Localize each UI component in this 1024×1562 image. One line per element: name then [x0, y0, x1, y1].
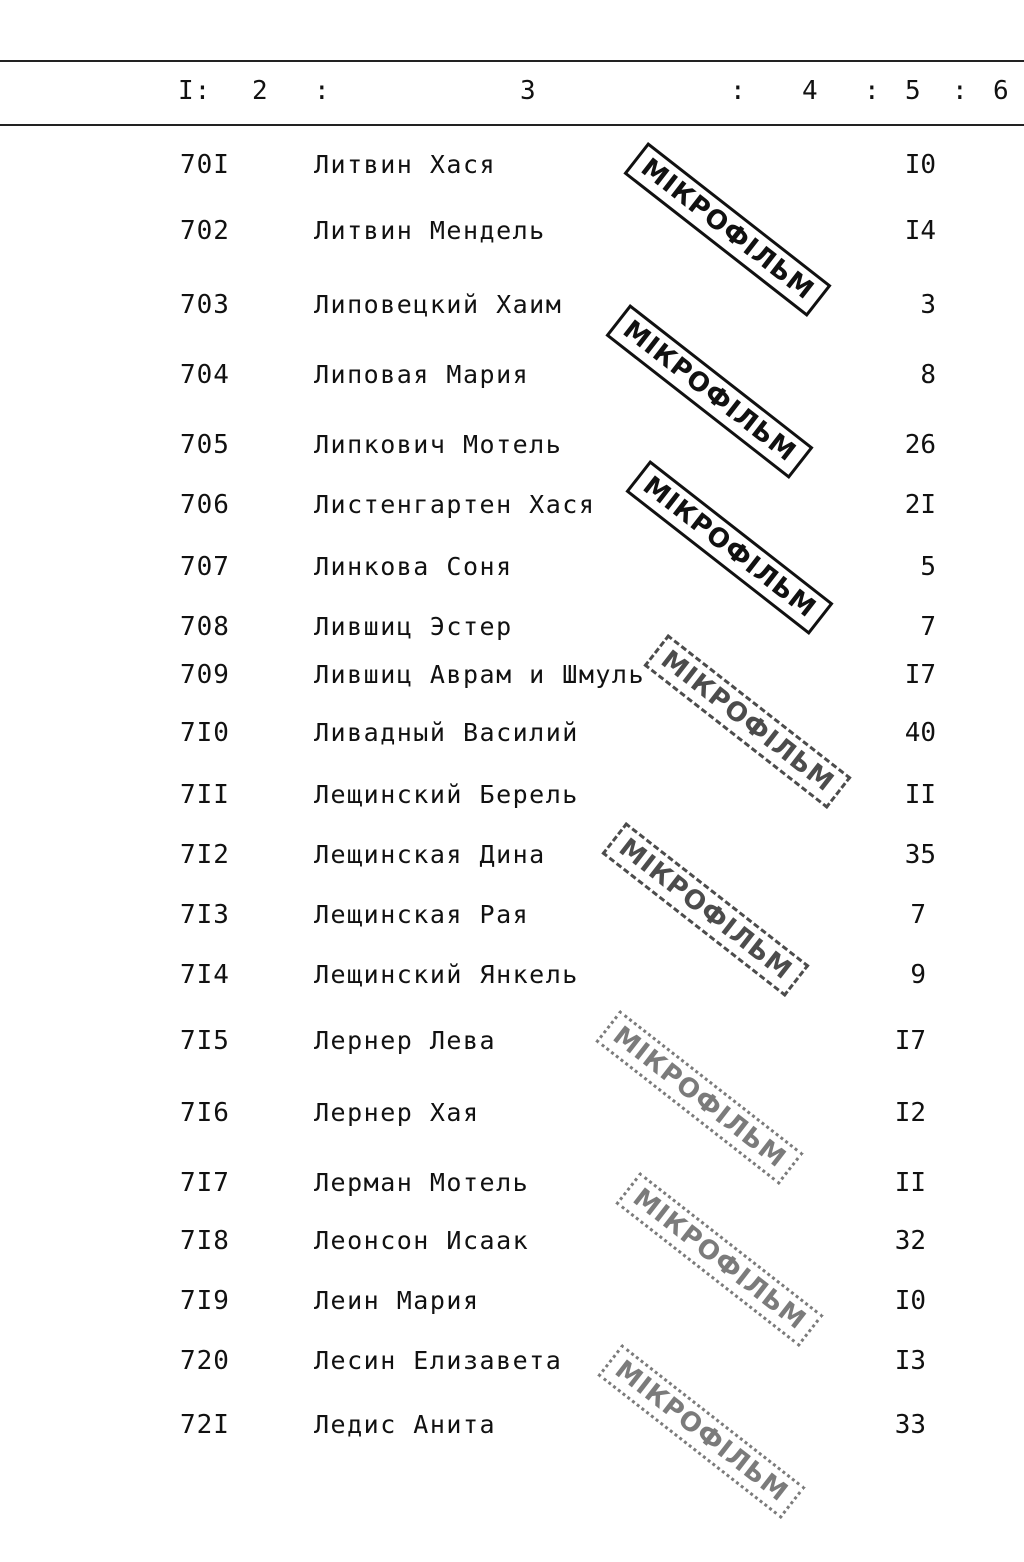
entry-name: Лещинская Дина	[314, 840, 546, 869]
entry-number: 707	[180, 552, 230, 582]
entry-number: 7I5	[180, 1026, 230, 1056]
list-item	[0, 430, 1024, 466]
entry-number: 704	[180, 360, 230, 390]
entry-name: Ледис Анита	[314, 1410, 497, 1439]
entry-number: 706	[180, 490, 230, 520]
entry-count: 2I	[904, 490, 936, 520]
microfilm-stamp: МІКРОФІЛЬМ	[625, 460, 833, 635]
entry-number: 708	[180, 612, 230, 642]
entry-count: 26	[904, 430, 936, 460]
list-item	[0, 216, 1024, 252]
header-col-4: 4	[802, 76, 819, 106]
microfilm-stamp: МІКРОФІЛЬМ	[643, 634, 851, 809]
entry-number: 703	[180, 290, 230, 320]
entry-number: 7I7	[180, 1168, 230, 1198]
list-item	[0, 840, 1024, 876]
entry-count: 33	[894, 1410, 926, 1440]
list-item	[0, 1286, 1024, 1322]
entry-count: I2	[894, 1098, 926, 1128]
microfilm-stamp: МІКРОФІЛЬМ	[605, 304, 813, 479]
entry-name: Лернер Лева	[314, 1026, 497, 1055]
entry-number: 705	[180, 430, 230, 460]
entry-number: 7I9	[180, 1286, 230, 1316]
list-item	[0, 150, 1024, 186]
entry-name: Лившиц Аврам и Шмуль	[314, 660, 646, 689]
entry-name: Липовецкий Хаим	[314, 290, 563, 319]
list-item	[0, 1346, 1024, 1382]
entry-name: Линкова Соня	[314, 552, 513, 581]
entry-name: Липовая Мария	[314, 360, 530, 389]
entry-name: Лещинская Рая	[314, 900, 530, 929]
header-col-6: 6	[993, 76, 1010, 106]
list-item	[0, 552, 1024, 588]
microfilm-stamp: МІКРОФІЛЬМ	[601, 822, 809, 997]
entry-name: Лесин Елизавета	[314, 1346, 563, 1375]
entry-name: Литвин Мендель	[314, 216, 546, 245]
header-col-5: 5	[905, 76, 922, 106]
entry-count: 3	[920, 290, 936, 320]
entry-name: Лившиц Эстер	[314, 612, 513, 641]
entry-number: 7I2	[180, 840, 230, 870]
header-top-rule	[0, 60, 1024, 62]
entry-number: 709	[180, 660, 230, 690]
entry-name: Леонсон Исаак	[314, 1226, 530, 1255]
entry-number: 7I0	[180, 718, 230, 748]
microfilm-stamp: МІКРОФІЛЬМ	[597, 1344, 805, 1519]
header-separator: :	[864, 76, 881, 106]
entry-count: I0	[904, 150, 936, 180]
list-item	[0, 1026, 1024, 1062]
list-item	[0, 660, 1024, 696]
entry-count: I7	[904, 660, 936, 690]
entry-number: 7I6	[180, 1098, 230, 1128]
entry-name: Липкович Мотель	[314, 430, 563, 459]
list-item	[0, 612, 1024, 648]
entry-name: Лерман Мотель	[314, 1168, 530, 1197]
entry-count: I4	[904, 216, 936, 246]
microfilm-stamp: МІКРОФІЛЬМ	[615, 1172, 823, 1347]
header-separator: :	[730, 76, 747, 106]
entry-number: 702	[180, 216, 230, 246]
entry-number: 720	[180, 1346, 230, 1376]
header-col-1: I:	[178, 76, 212, 106]
entry-count: I7	[894, 1026, 926, 1056]
header-col-2: 2	[252, 76, 269, 106]
list-item	[0, 780, 1024, 816]
list-item	[0, 718, 1024, 754]
header-bottom-rule	[0, 124, 1024, 126]
list-item	[0, 900, 1024, 936]
microfilm-stamp: МІКРОФІЛЬМ	[623, 142, 831, 317]
microfilm-stamp: МІКРОФІЛЬМ	[595, 1010, 803, 1185]
entry-name: Лещинский Берель	[314, 780, 579, 809]
entry-count: II	[904, 780, 936, 810]
list-item	[0, 1226, 1024, 1262]
entry-number: 7I4	[180, 960, 230, 990]
entry-count: 32	[894, 1226, 926, 1256]
entry-count: 40	[904, 718, 936, 748]
header-separator: :	[314, 76, 331, 106]
entry-name: Ливадный Василий	[314, 718, 579, 747]
entry-count: 9	[910, 960, 926, 990]
entry-number: 7I3	[180, 900, 230, 930]
entry-number: 7I8	[180, 1226, 230, 1256]
entry-count: 35	[904, 840, 936, 870]
entry-name: Лернер Хая	[314, 1098, 480, 1127]
entry-name: Леин Мария	[314, 1286, 480, 1315]
list-item	[0, 1410, 1024, 1446]
entry-number: 70I	[180, 150, 230, 180]
entry-number: 72I	[180, 1410, 230, 1440]
entry-count: 7	[910, 900, 926, 930]
list-item	[0, 290, 1024, 326]
list-item	[0, 490, 1024, 526]
entry-count: 5	[920, 552, 936, 582]
list-item	[0, 1098, 1024, 1134]
entry-count: I0	[894, 1286, 926, 1316]
list-item	[0, 360, 1024, 396]
entry-name: Литвин Хася	[314, 150, 497, 179]
entry-count: 7	[920, 612, 936, 642]
list-item	[0, 960, 1024, 996]
header-separator: :	[952, 76, 969, 106]
header-col-3: 3	[520, 76, 537, 106]
entry-count: 8	[920, 360, 936, 390]
entry-number: 7II	[180, 780, 230, 810]
entry-count: I3	[894, 1346, 926, 1376]
entry-name: Лещинский Янкель	[314, 960, 579, 989]
list-item	[0, 1168, 1024, 1204]
entry-name: Листенгартен Хася	[314, 490, 596, 519]
entry-count: II	[894, 1168, 926, 1198]
